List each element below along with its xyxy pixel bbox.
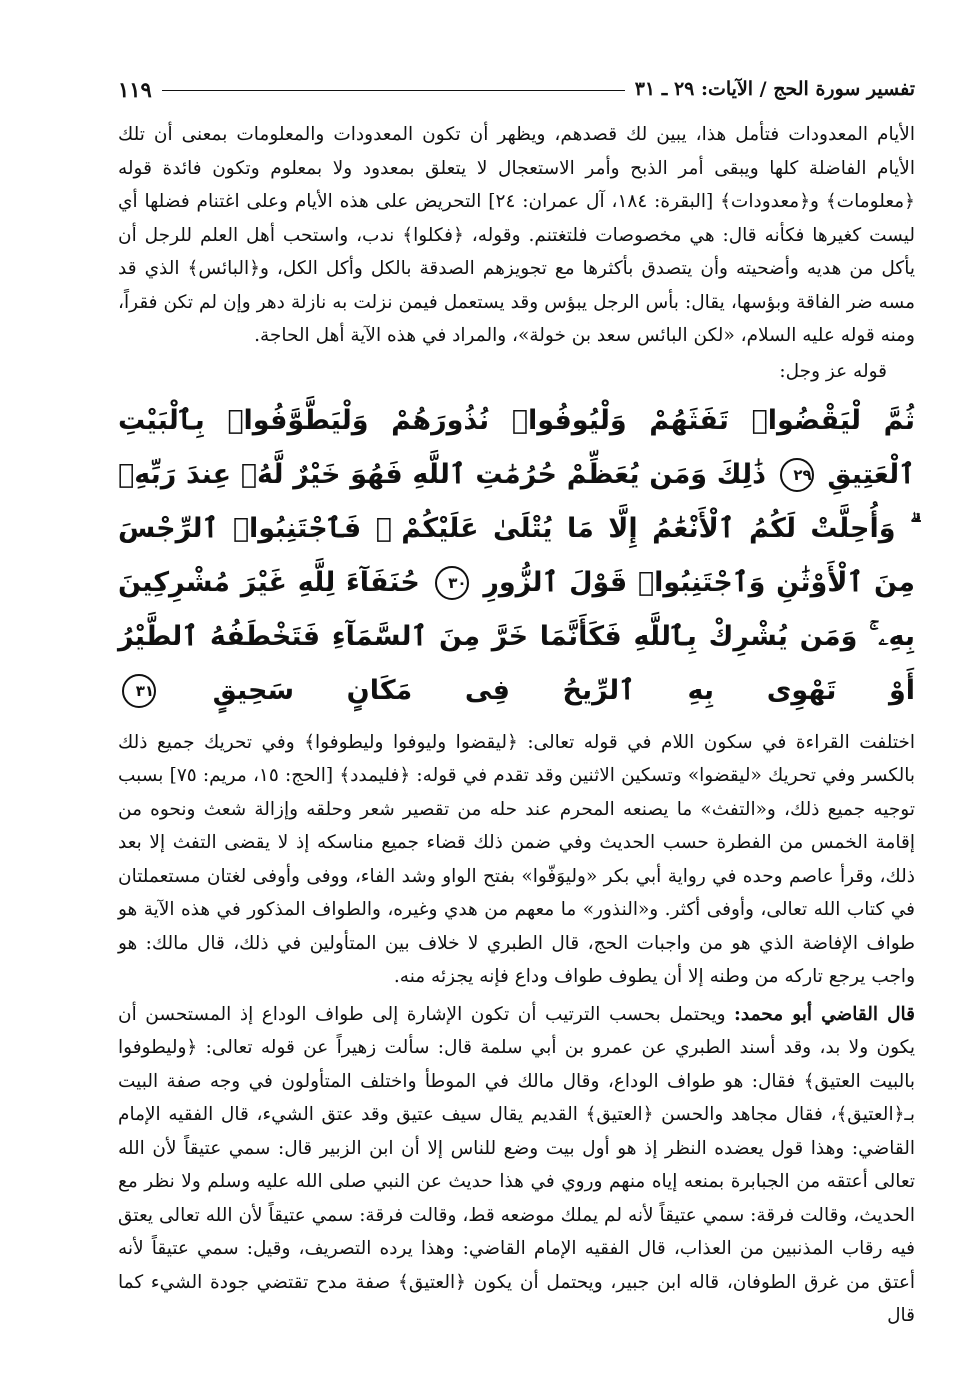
verse-number-29: ٢٩	[780, 458, 814, 492]
header-rule	[162, 90, 625, 91]
quran-verses-block	[118, 394, 915, 718]
page-header	[118, 72, 915, 106]
commentary-paragraph-3	[118, 998, 915, 1333]
paragraph-3-body: ويحتمل بحسب الترتيب أن تكون الإشارة إلى طواف الوداع إذ المستحسن أن يكون ولا بد، وقد أسند الطبري عن عمرو بن أبي سلمة قال: سألت زهيراً عن قوله تعالى: ﴿وليطوفوا بالبيت العتيق﴾ فقال: هو طواف الوداع، وقال مالك في الموطأ واختلف المتأولون في وجه صفة البيت بـ﴿العتيق﴾، فقال مجاهد والحسن ﴿العتيق﴾ القديم يقال سيف عتيق وقد عتق الشيء، قال الفقيه الإمام القاضي: وهذا قول يعضده النظر إذ هو أول بيت وضع للناس إلا أن ابن الزبير قال: سمي عتيقاً لأن الله تعالى أعتقه من الجبابرة بمنعه إياه منهم وروي في هذا حديث عن النبي صلى الله عليه وسلم ولا نظر مع الحديث، وقالت فرقة: سمي عتيقاً لأنه لم يملك موضعه قط، وقالت فرقة: سمي عتيقاً لأن الله تعالى يعتق فيه رقاب المذنبين من العذاب، قال الفقيه الإمام القاضي: وهذا يرده التصريف، وقيل: سمي عتيقاً لأنه أعتق من غرق الطوفان، قاله ابن جبير، ويحتمل أن يكون ﴿العتيق﴾ صفة مدح تقتضي جودة الشيء كما قال	[118, 1003, 915, 1326]
verse-30-text: ذَٰلِكَ وَمَن يُعَظِّمْ حُرُمَٰتِ ٱللَّهِ فَهُوَ خَيْرٌ لَّهُۥ عِندَ رَبِّهِۦ ۗ وَأُحِلَّتْ لَكُمُ ٱلْأَنْعَٰمُ إِلَّا مَا يُتْلَىٰ عَلَيْكُمْ ۖ فَٱجْتَنِبُوا۟ ٱلرِّجْسَ مِنَ ٱلْأَوْثَٰنِ وَٱجْتَنِبُوا۟ قَوْلَ ٱلزُّورِ	[118, 458, 916, 598]
paragraph-lead: قال القاضي أبو محمد:	[734, 1003, 916, 1025]
page-number: ١١٩	[118, 76, 152, 102]
page-body	[118, 118, 915, 1333]
verse-number-31: ٣١	[122, 674, 156, 708]
verse-intro: قوله عز وجل:	[779, 360, 887, 382]
commentary-paragraph-2: اختلفت القراءة في سكون اللام في قوله تعالى: ﴿ليقضوا وليوفوا وليطوفوا﴾ وفي تحريك جميع ذلك بالكسر وفي تحريك «ليقضوا» وتسكين الاثنين وقد تقدم في قوله: ﴿فليمدد﴾ [الحج: ١٥، مريم: ٧٥] بسبب توجيه جميع ذلك، و«التفث» ما يصنعه المحرم عند حله من تقصير شعر وحلقه وإزالة شعث ونحوه من إقامة الخمس من الفطرة حسب الحديث وفي ضمن ذلك قضاء جميع مناسكه إذ لا يقضى التفث إلا بعد ذلك، وقرأ عاصم وحده في رواية أبي بكر «وليوَفّوا» بفتح الواو وشد الفاء، ووفى وأوفى لغتان مستعملتان في كتاب الله تعالى، وأوفى أكثر. و«النذور» ما معهم من هدي وغيره، والطواف المذكور في هذه الآية هو طواف الإفاضة الذي هو من واجبات الحج، قال الطبري لا خلاف بين المتأولين في ذلك، قال مالك: هو واجب يرجع تاركه من وطنه إلا أن يطوف طواف وداع فإنه يجزئه منه.	[118, 731, 916, 987]
running-title: تفسير سورة الحج / الآيات: ٢٩ ـ ٣١	[634, 78, 915, 100]
verse-29-text: ثُمَّ لْيَقْضُوا۟ تَفَثَهُمْ وَلْيُوفُوا۟ نُذُورَهُمْ وَلْيَطَّوَّفُوا۟ بِٱلْبَيْتِ ٱلْعَتِيقِ	[118, 404, 915, 490]
verse-number-30: ٣٠	[435, 566, 469, 600]
verse-31-text: حُنَفَآءَ لِلَّهِ غَيْرَ مُشْرِكِينَ بِهِۦ ۚ وَمَن يُشْرِكْ بِٱللَّهِ فَكَأَنَّمَا خَرَّ مِنَ ٱلسَّمَآءِ فَتَخْطَفُهُ ٱلطَّيْرُ أَوْ تَهْوِى بِهِ ٱلرِّيحُ فِى مَكَانٍ سَحِيقٍ	[118, 566, 916, 706]
commentary-paragraph-1: الأيام المعدودات فتأمل هذا، يبين لك قصدهم، ويظهر أن تكون المعدودات والمعلومات بمعنى أن تلك الأيام الفاضلة كلها ويبقى أمر الذبح وأمر الاستعجال لا يتعلق بمعدود ولا بمعلوم وتكون فائدة قوله ﴿معلومات﴾ و﴿معدودات﴾ [البقرة: ١٨٤، آل عمران: ٢٤] التحريض على هذه الأيام وعلى اغتنام فضلها أي ليست كغيرها فكأنه قال: هي مخصوصات فلتغتنم. وقوله، ﴿فكلوا﴾ ندب، واستحب أهل العلم للرجل أن يأكل من هديه وأضحيته وأن يتصدق بأكثرها مع تجويزهم الصدقة بالكل وأكل الكل، و﴿البائس﴾ الذي قد مسه ضر الفاقة وبؤسها، يقال: بأس الرجل يبؤس وقد يستعمل فيمن نزلت به نازلة دهر وإن لم تكن فقراً، ومنه قوله عليه السلام، «لكن البائس سعد بن خولة»، والمراد في هذه الآية أهل الحاجة.	[118, 124, 915, 346]
